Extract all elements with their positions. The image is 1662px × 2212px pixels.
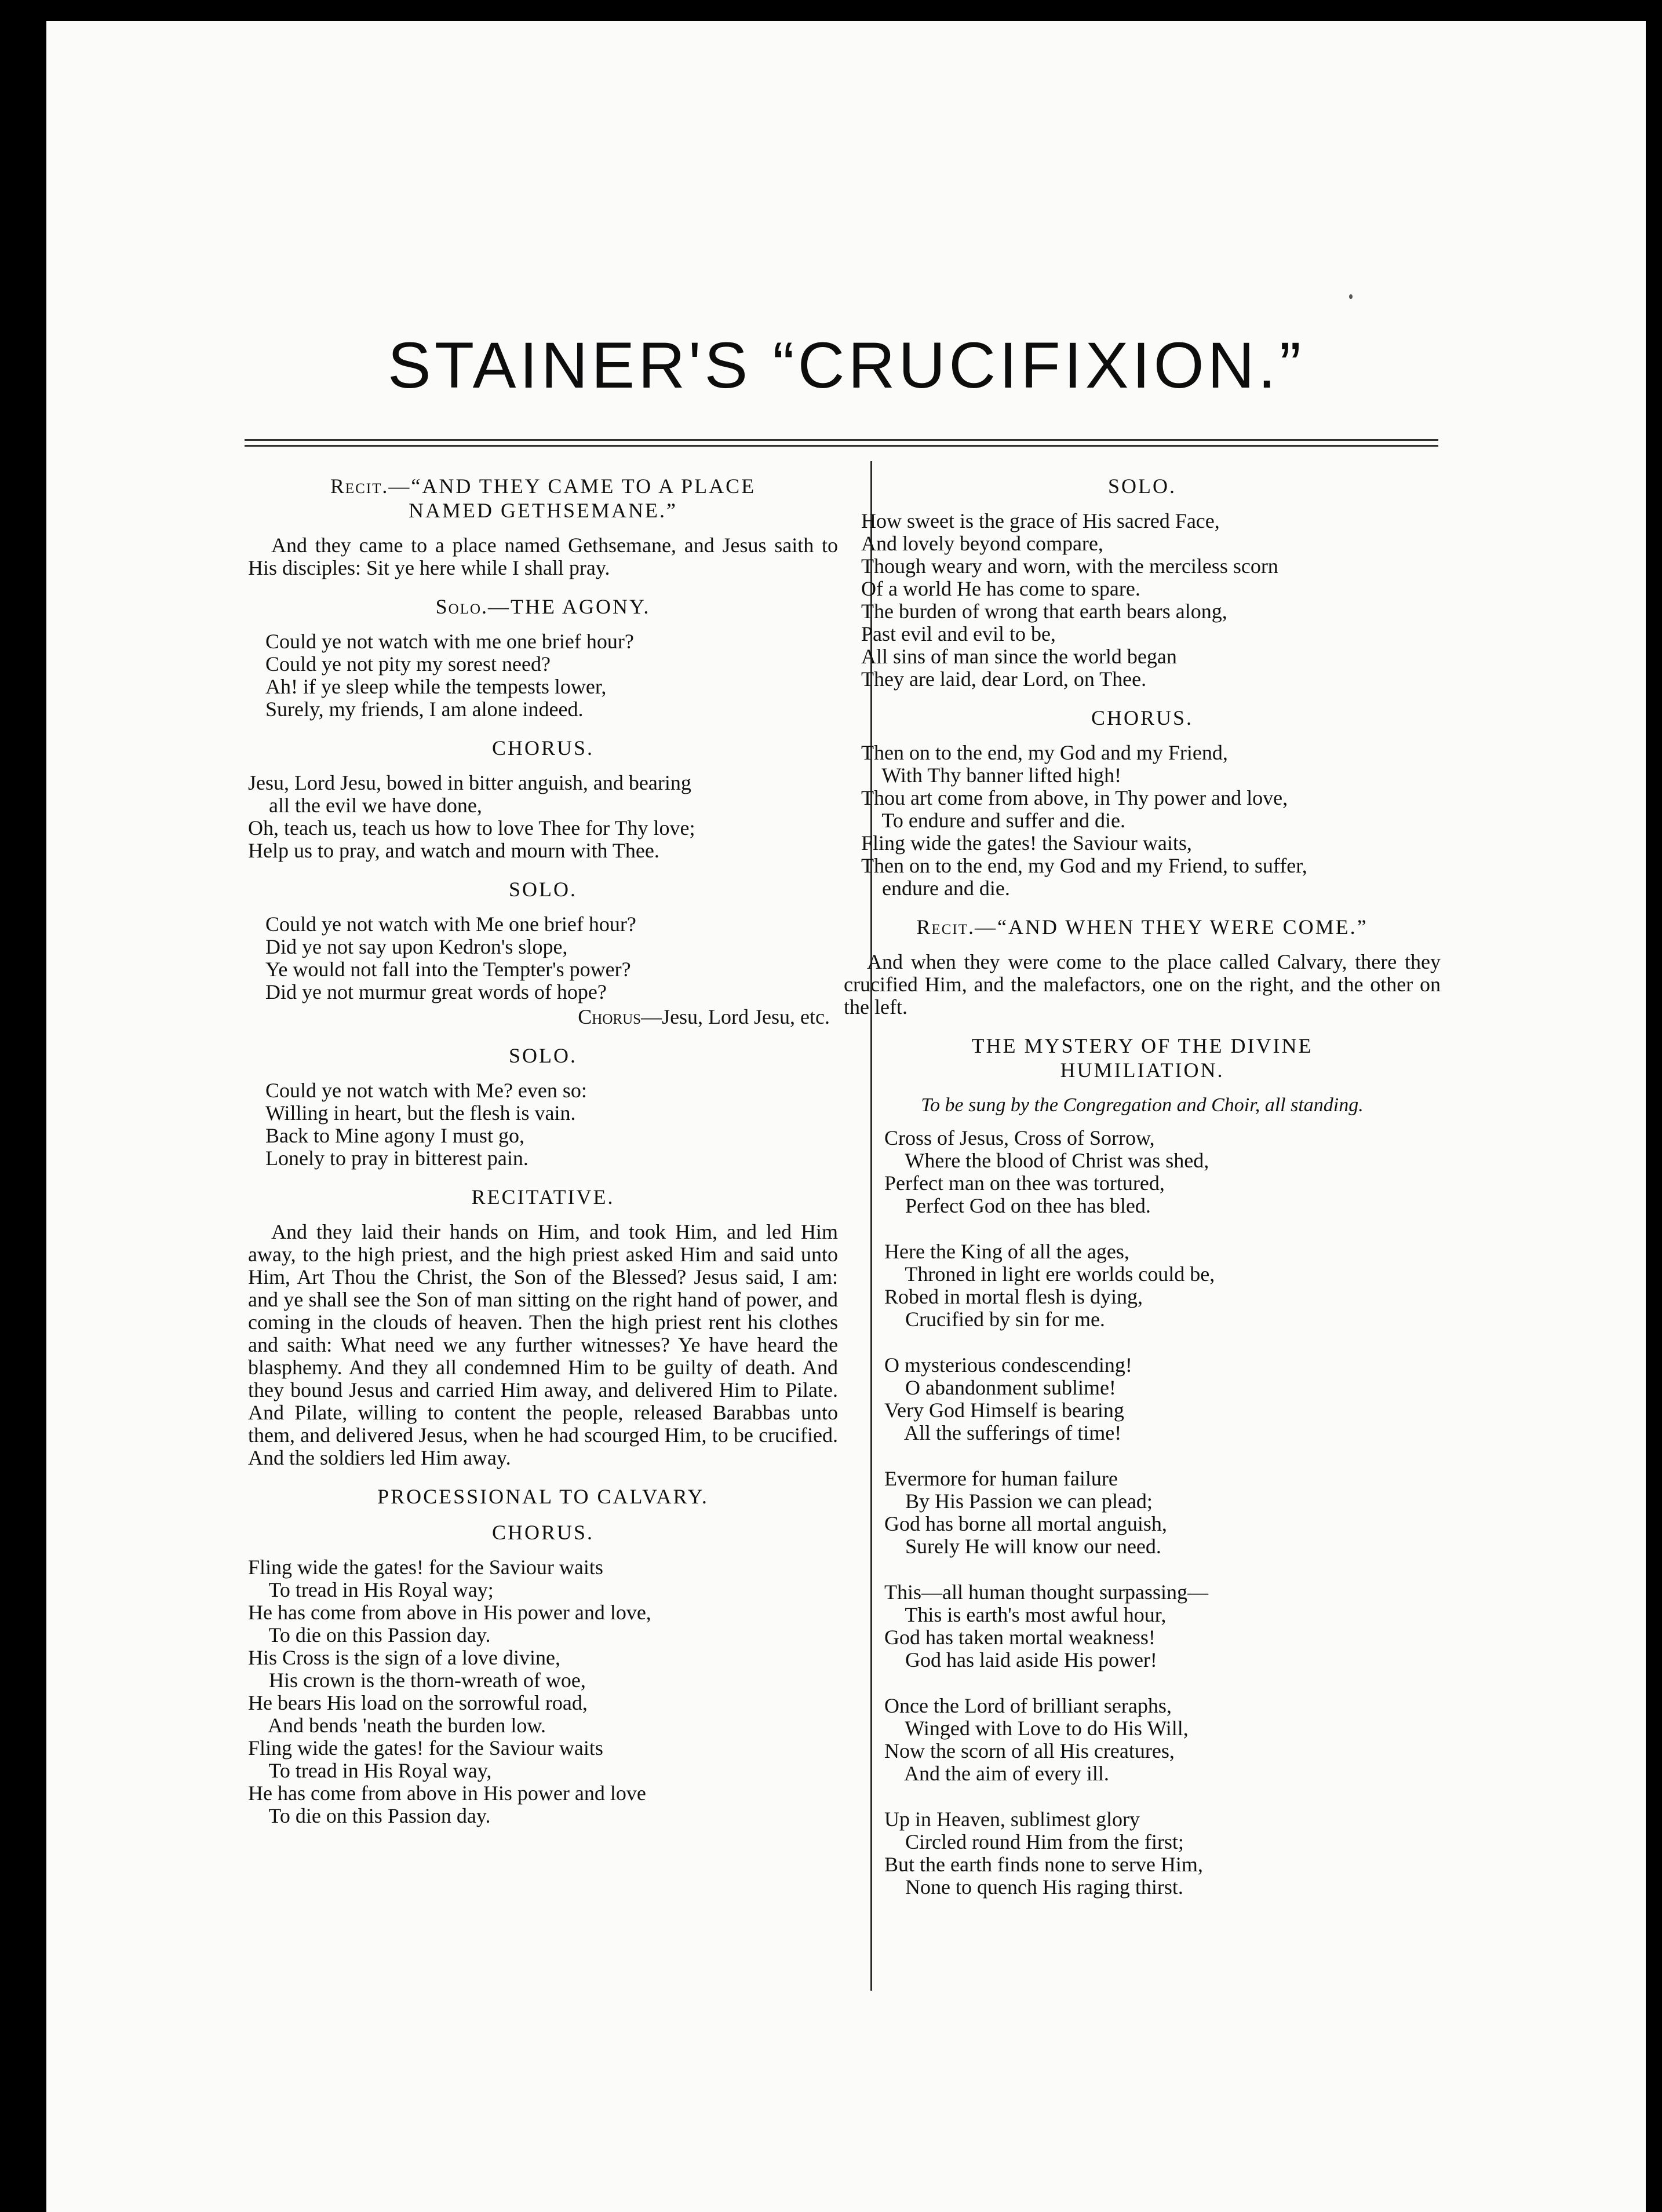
verse-line: Robed in mortal flesh is dying,: [884, 1285, 1143, 1308]
verse-line: Ye would not fall into the Tempter's power?: [265, 958, 631, 981]
verse-line: They are laid, dear Lord, on Thee.: [861, 667, 1147, 691]
verse-line: To tread in His Royal way;: [248, 1578, 494, 1601]
chorus-reference-text: —Jesu, Lord Jesu, etc.: [641, 1005, 830, 1028]
recit1-text: And they came to a place named Gethsemane, and Jesus saith to His disciples: Sit ye here while I shall pray.: [248, 534, 838, 579]
verse-line: Crucified by sin for me.: [884, 1308, 1105, 1331]
recit2-text: And when they were come to the place called Calvary, there they crucified Him, and the malefactors, one on the right, and the other on the left.: [844, 950, 1441, 1019]
solo2-verse: [248, 913, 838, 1003]
verse-line: Surely, my friends, I am alone indeed.: [265, 698, 584, 721]
verse-line: To endure and suffer and die.: [861, 809, 1126, 832]
verse-line: Winged with Love to do His Will,: [884, 1717, 1189, 1740]
verse-line: The burden of wrong that earth bears along,: [861, 600, 1227, 623]
verse-line: Past evil and evil to be,: [861, 622, 1056, 645]
solo-heading: SOLO.: [1107, 474, 1176, 498]
verse-line: And the aim of every ill.: [884, 1762, 1109, 1785]
right-column: [844, 474, 1441, 1899]
verse-line: Once the Lord of brilliant seraphs,: [884, 1694, 1172, 1717]
agony-heading-prefix: Solo.: [435, 595, 489, 618]
verse-line: Here the King of all the ages,: [884, 1240, 1129, 1263]
verse-line: Help us to pray, and watch and mourn with Thee.: [248, 839, 659, 862]
verse-line: How sweet is the grace of His sacred Face,: [861, 509, 1220, 532]
agony-verse: [248, 630, 838, 721]
solo3-verse: [248, 1079, 838, 1170]
recit2-heading-prefix: Recit.: [916, 915, 975, 939]
verse-line: He has come from above in His power and love: [248, 1782, 646, 1805]
chorus2-verse: [248, 1556, 838, 1827]
verse-line: To tread in His Royal way,: [248, 1759, 492, 1782]
verse-line: Perfect God on thee has bled.: [884, 1194, 1151, 1217]
verse-line: To die on this Passion day.: [248, 1804, 491, 1827]
verse-line: Could ye not watch with Me one brief hour?: [265, 912, 636, 936]
verse-line: Ah! if ye sleep while the tempests lower,: [265, 675, 607, 698]
verse-line: God has taken mortal weakness!: [884, 1626, 1156, 1649]
verse-line: Perfect man on thee was tortured,: [884, 1171, 1165, 1195]
verse-line: His crown is the thorn-wreath of woe,: [248, 1669, 586, 1692]
verse-line: All the sufferings of time!: [884, 1421, 1122, 1444]
verse-line: endure and die.: [861, 877, 1010, 900]
verse-line: Fling wide the gates! the Saviour waits,: [861, 831, 1192, 855]
verse-line: Then on to the end, my God and my Friend,: [861, 741, 1228, 764]
hymn-stanza: [884, 1695, 1441, 1785]
chorus1-verse: [248, 772, 838, 862]
hymn-stanza: [884, 1581, 1441, 1671]
verse-line: To die on this Passion day.: [248, 1623, 491, 1647]
verse-line: all the evil we have done,: [248, 794, 482, 817]
verse-line: Could ye not watch with Me? even so:: [265, 1079, 587, 1102]
verse-line: Of a world He has come to spare.: [861, 577, 1140, 600]
verse-line: Up in Heaven, sublimest glory: [884, 1808, 1140, 1831]
verse-line: Then on to the end, my God and my Friend, to suffer,: [861, 854, 1307, 877]
verse-line: Back to Mine agony I must go,: [265, 1124, 524, 1147]
verse-line: Could ye not pity my sorest need?: [265, 652, 551, 676]
verse-line: Did ye not say upon Kedron's slope,: [265, 935, 568, 958]
print-speck: [1349, 294, 1353, 299]
verse-line: And lovely beyond compare,: [861, 532, 1103, 555]
verse-line: All sins of man since the world began: [861, 645, 1177, 668]
hymn-stanza: [884, 1468, 1441, 1558]
recit1-heading: [248, 474, 838, 523]
verse-line: O abandonment sublime!: [884, 1376, 1116, 1399]
solo-verse: [844, 510, 1441, 691]
verse-line: Oh, teach us, teach us how to love Thee for Thy love;: [248, 816, 695, 839]
verse-line: This is earth's most awful hour,: [884, 1603, 1167, 1626]
mystery-heading-line1: THE MYSTERY OF THE DIVINE: [971, 1034, 1313, 1057]
verse-line: He bears His load on the sorrowful road,: [248, 1691, 588, 1714]
recit1-heading-line2: NAMED GETHSEMANE.”: [409, 499, 677, 522]
page-title: STAINER'S “CRUCIFIXION.”: [387, 329, 1304, 401]
verse-line: Thou art come from above, in Thy power and love,: [861, 786, 1288, 809]
hymn-stanza: [884, 1127, 1441, 1217]
hymn-stanza: [884, 1354, 1441, 1444]
recit1-heading-prefix: Recit.: [330, 474, 389, 498]
chorus-reference-prefix: Chorus: [578, 1005, 642, 1028]
document-page: [46, 21, 1646, 2212]
recitative-text: And they laid their hands on Him, and took Him, and led Him away, to the high priest, and the high priest asked Him and said unto Him, Art Thou the Christ, the Son of the Blessed? Jesus said, I am: and ye shall see the Son of man sitting on the right hand of power, and coming in the clouds of heaven. Then the high priest rent his clothes and saith: What need we any further witnesses? Ye have heard the blasphemy. And they all condemned Him to be guilty of death. And they bound Jesus and carried Him away, and delivered Him to Pilate. And Pilate, willing to content the people, released Barabbas unto them, and delivered Jesus, when he had scourged Him, to be crucified. And the soldiers led Him away.: [248, 1220, 838, 1469]
title-rule-top: [245, 439, 1438, 441]
agony-heading: [248, 594, 838, 619]
chorus-heading: CHORUS.: [1091, 706, 1194, 729]
recitative-heading: RECITATIVE.: [471, 1185, 615, 1209]
verse-line: With Thy banner lifted high!: [861, 764, 1122, 787]
hymn-stanza: [884, 1240, 1441, 1331]
left-column: [248, 474, 838, 1840]
verse-line: But the earth finds none to serve Him,: [884, 1853, 1203, 1876]
chorus-reference: [248, 1006, 830, 1028]
verse-line: Where the blood of Christ was shed,: [884, 1149, 1209, 1172]
verse-line: Evermore for human failure: [884, 1467, 1118, 1490]
recit1-heading-line1: —“AND THEY CAME TO A PLACE: [388, 474, 756, 498]
verse-line: Lonely to pray in bitterest pain.: [265, 1147, 529, 1170]
verse-line: None to quench His raging thirst.: [884, 1875, 1183, 1899]
performance-note: To be sung by the Congregation and Choir, all standing.: [921, 1094, 1364, 1116]
verse-line: Willing in heart, but the flesh is vain.: [265, 1101, 576, 1125]
chorus-verse: [844, 742, 1441, 900]
verse-line: God has borne all mortal anguish,: [884, 1512, 1167, 1535]
processional-heading: PROCESSIONAL TO CALVARY.: [377, 1485, 709, 1508]
mystery-heading-line2: HUMILIATION.: [1060, 1058, 1224, 1082]
solo2-heading: SOLO.: [508, 878, 577, 901]
verse-line: He has come from above in His power and love,: [248, 1601, 651, 1624]
recit2-heading: [844, 915, 1441, 939]
chorus2-heading: CHORUS.: [491, 1521, 595, 1544]
verse-line: This—all human thought surpassing—: [884, 1580, 1208, 1604]
title-rule-bottom: [245, 445, 1438, 447]
agony-heading-title: —THE AGONY.: [488, 595, 651, 618]
recit2-heading-title: —“AND WHEN THEY WERE COME.”: [974, 915, 1368, 939]
verse-line: Fling wide the gates! for the Saviour waits: [248, 1556, 603, 1579]
verse-line: Circled round Him from the first;: [884, 1830, 1184, 1853]
verse-line: Throned in light ere worlds could be,: [884, 1262, 1215, 1286]
verse-line: Though weary and worn, with the merciless scorn: [861, 554, 1278, 578]
verse-line: O mysterious condescending!: [884, 1353, 1132, 1377]
hymn: [844, 1127, 1441, 1899]
verse-line: By His Passion we can plead;: [884, 1490, 1153, 1513]
verse-line: Could ye not watch with me one brief hour?: [265, 630, 634, 653]
verse-line: God has laid aside His power!: [884, 1648, 1157, 1671]
verse-line: Very God Himself is bearing: [884, 1399, 1124, 1422]
verse-line: And bends 'neath the burden low.: [248, 1714, 546, 1737]
verse-line: Jesu, Lord Jesu, bowed in bitter anguish, and bearing: [248, 771, 691, 794]
hymn-stanza: [884, 1808, 1441, 1899]
verse-line: Surely He will know our need.: [884, 1535, 1161, 1558]
mystery-heading: [844, 1034, 1441, 1082]
verse-line: Cross of Jesus, Cross of Sorrow,: [884, 1126, 1155, 1149]
solo3-heading: SOLO.: [508, 1044, 577, 1067]
verse-line: Now the scorn of all His creatures,: [884, 1739, 1175, 1762]
chorus1-heading: CHORUS.: [491, 736, 595, 760]
verse-line: His Cross is the sign of a love divine,: [248, 1646, 560, 1669]
verse-line: Did ye not murmur great words of hope?: [265, 980, 607, 1003]
verse-line: Fling wide the gates! for the Saviour waits: [248, 1736, 603, 1760]
